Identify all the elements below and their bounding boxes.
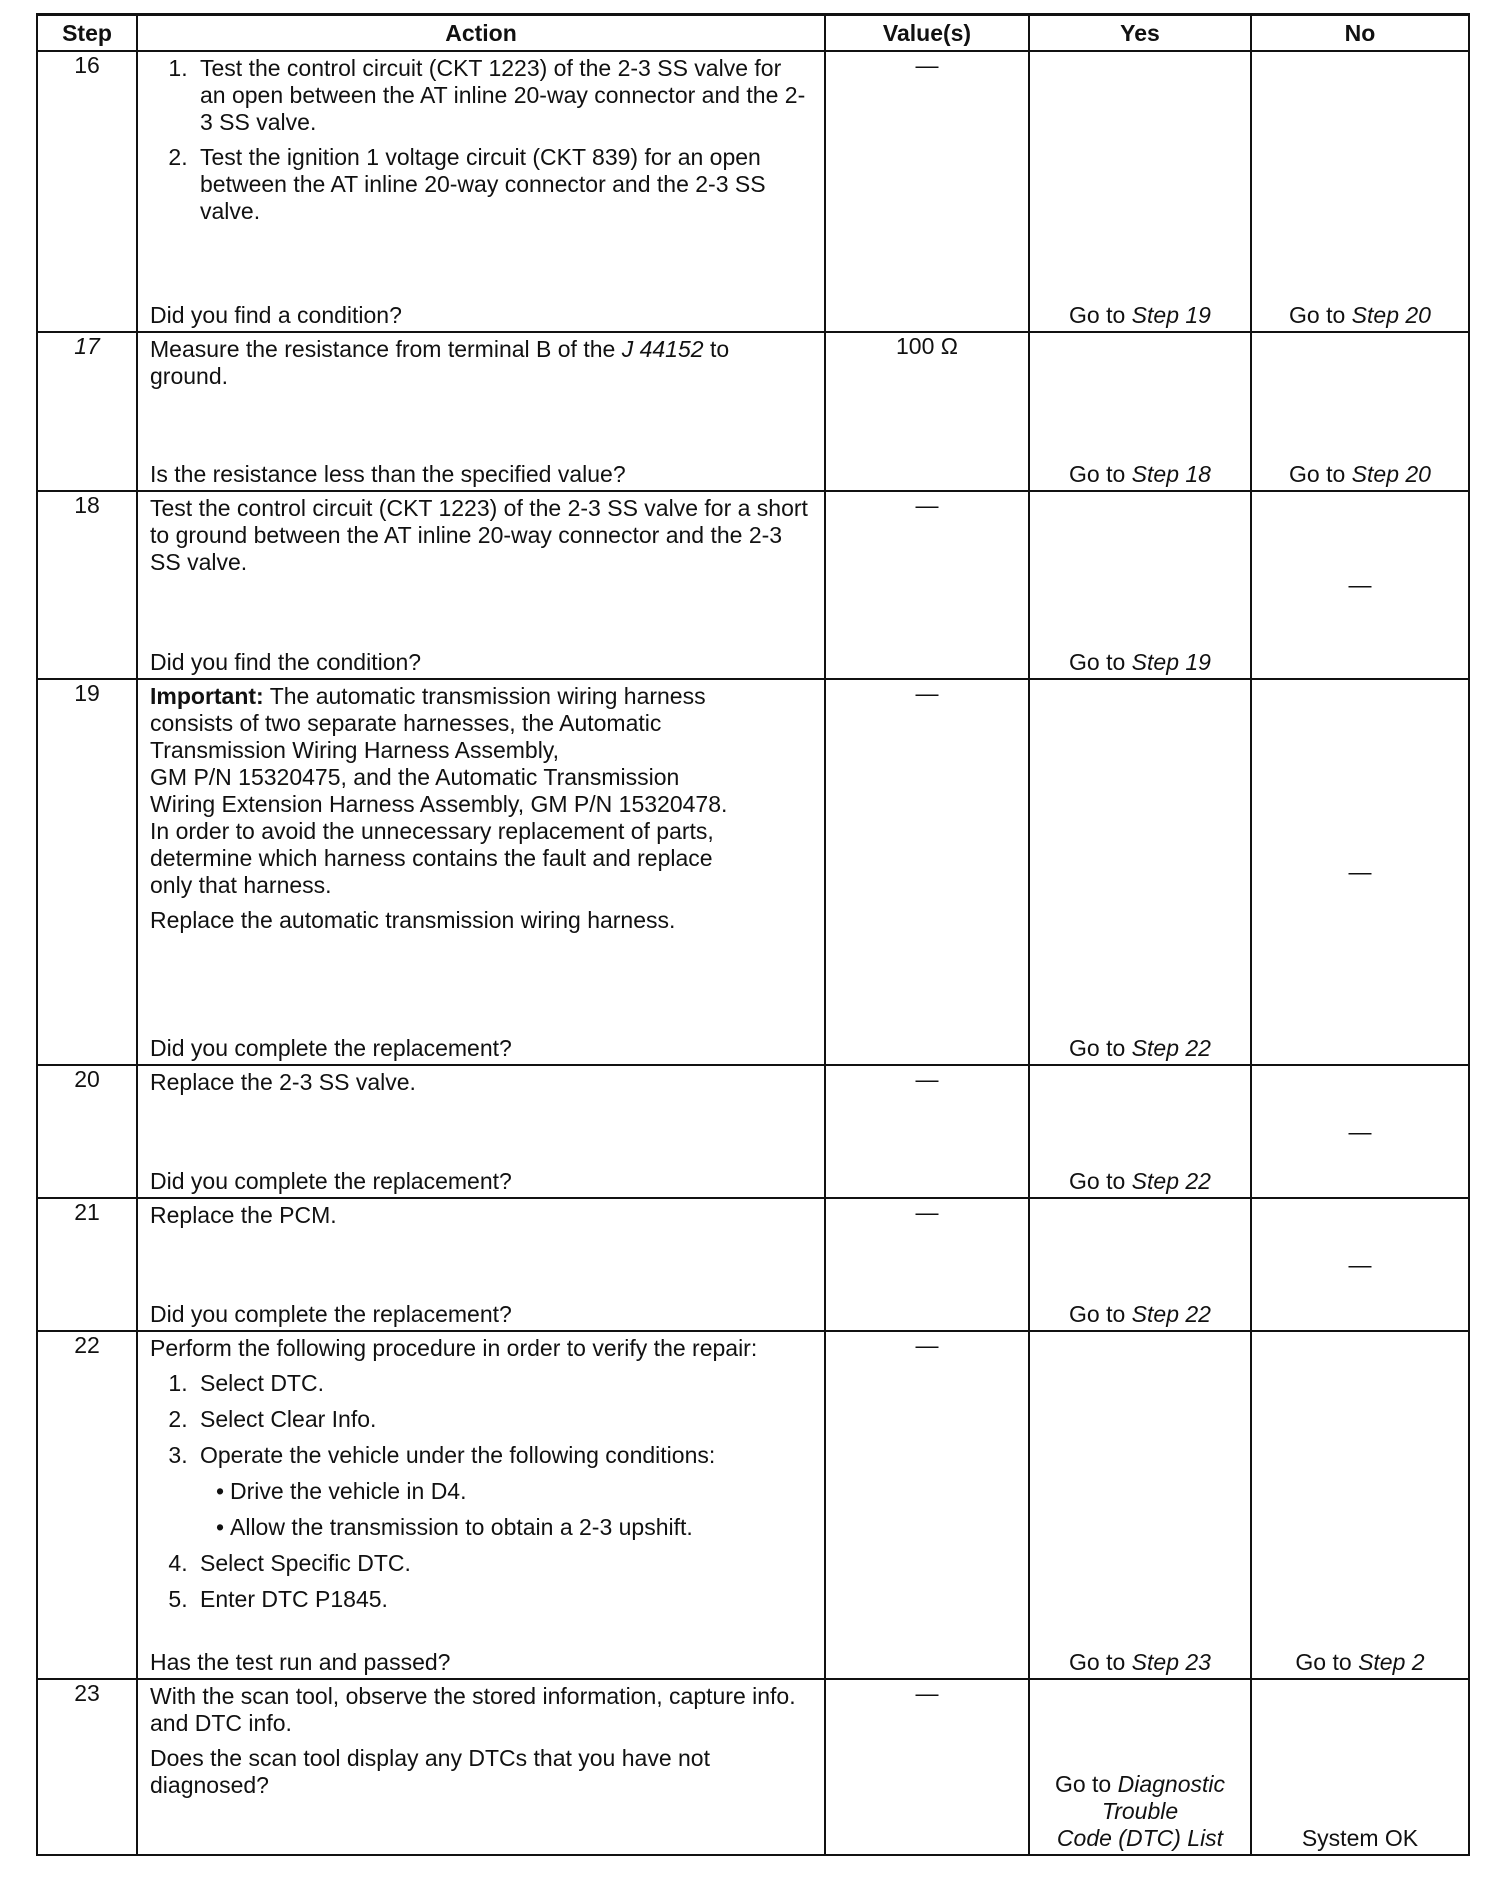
- action-text: Replace the PCM.: [150, 1202, 337, 1228]
- table-row: [37, 491, 1469, 679]
- value-cell: —: [825, 679, 1029, 1065]
- action-cell: [137, 332, 825, 491]
- action-question: Does the scan tool display any DTCs that you have not diagnosed?: [150, 1745, 710, 1798]
- table-row: [37, 332, 1469, 491]
- column-header-step: Step: [37, 15, 137, 52]
- action-text: Perform the following procedure in order to verify the repair:: [150, 1335, 758, 1361]
- no-result: Go to Step 2: [1295, 1649, 1425, 1675]
- yes-result: Go to Step 22: [1069, 1035, 1211, 1061]
- diagnostic-table-page: [36, 13, 1468, 1856]
- action-question: Did you find the condition?: [150, 649, 422, 675]
- no-cell: [1251, 679, 1469, 1065]
- action-cell: [137, 1679, 825, 1855]
- no-result: —: [1348, 1251, 1372, 1277]
- step-reference: Step 18: [1131, 461, 1211, 487]
- step-reference: Step 22: [1131, 1168, 1211, 1194]
- action-list: [150, 55, 812, 225]
- action-text: Replace the automatic transmission wiring harness.: [150, 907, 676, 933]
- no-result: Go to Step 20: [1289, 461, 1431, 487]
- no-cell: [1251, 51, 1469, 332]
- action-question: Did you complete the replacement?: [150, 1035, 512, 1061]
- yes-cell: [1029, 1679, 1251, 1855]
- step-reference: Step 23: [1131, 1649, 1211, 1675]
- step-reference: Step 22: [1131, 1035, 1211, 1061]
- yes-cell: [1029, 332, 1251, 491]
- table-row: [37, 1679, 1469, 1855]
- action-cell: [137, 491, 825, 679]
- value-cell: —: [825, 1331, 1029, 1679]
- step-number: 17: [37, 332, 137, 491]
- yes-result: Go to Step 19: [1069, 649, 1211, 675]
- step-reference: Step 22: [1131, 1301, 1211, 1327]
- action-question: Did you find a condition?: [150, 302, 402, 328]
- action-list-item: 2. Select Clear Info.: [194, 1406, 812, 1433]
- step-number: 22: [37, 1331, 137, 1679]
- action-question: Did you complete the replacement?: [150, 1301, 512, 1327]
- yes-cell: [1029, 1065, 1251, 1198]
- step-reference: Step 19: [1131, 649, 1211, 675]
- condition-list: [200, 1478, 812, 1541]
- value-cell: —: [825, 51, 1029, 332]
- action-text: Replace the 2-3 SS valve.: [150, 1069, 416, 1095]
- column-header-values: Value(s): [825, 15, 1029, 52]
- value-cell: —: [825, 491, 1029, 679]
- dtc-list-reference: Diagnostic: [1117, 1771, 1226, 1797]
- value-cell: —: [825, 1065, 1029, 1198]
- step-number: 21: [37, 1198, 137, 1331]
- condition-list-item: • Drive the vehicle in D4.: [230, 1478, 812, 1505]
- step-number: 20: [37, 1065, 137, 1198]
- action-question: Is the resistance less than the specified value?: [150, 461, 626, 487]
- action-list-item: 5. Enter DTC P1845.: [194, 1586, 812, 1613]
- action-question: Has the test run and passed?: [150, 1649, 451, 1675]
- step-number: 18: [37, 491, 137, 679]
- yes-result: Go to Step 18: [1069, 461, 1211, 487]
- action-text: Test the control circuit (CKT 1223) of the 2-3 SS valve for a short to ground between the AT inline 20-way connector and the 2-3 SS valve.: [150, 495, 808, 575]
- table-row: [37, 1198, 1469, 1331]
- no-result: —: [1348, 571, 1372, 598]
- table-header-row: [37, 15, 1469, 52]
- column-header-yes: Yes: [1029, 15, 1251, 52]
- tool-number: J 44152: [621, 336, 704, 362]
- step-reference: Step 2: [1358, 1649, 1425, 1675]
- no-result: System OK: [1301, 1825, 1419, 1851]
- yes-result: Go to Step 22: [1069, 1301, 1211, 1327]
- yes-cell: [1029, 1198, 1251, 1331]
- action-text: Measure the resistance from terminal B of the J 44152 to ground.: [150, 336, 730, 389]
- no-result: —: [1348, 858, 1372, 885]
- table-row: [37, 679, 1469, 1065]
- yes-result: Go to Step 22: [1069, 1168, 1211, 1194]
- step-number: 19: [37, 679, 137, 1065]
- yes-cell: [1029, 679, 1251, 1065]
- action-cell: [137, 679, 825, 1065]
- no-cell: [1251, 1331, 1469, 1679]
- value-cell: —: [825, 1679, 1029, 1855]
- value-cell: 100 Ω: [825, 332, 1029, 491]
- action-cell: [137, 1198, 825, 1331]
- no-result: Go to Step 20: [1289, 302, 1431, 328]
- yes-cell: [1029, 491, 1251, 679]
- important-label: Important:: [150, 683, 264, 709]
- step-reference: Step 20: [1351, 302, 1431, 328]
- no-result: —: [1348, 1118, 1372, 1144]
- yes-result: Go to Step 23: [1069, 1649, 1211, 1675]
- table-row: [37, 51, 1469, 332]
- action-question: Did you complete the replacement?: [150, 1168, 512, 1194]
- no-cell: [1251, 1198, 1469, 1331]
- no-cell: [1251, 1065, 1469, 1198]
- no-cell: [1251, 491, 1469, 679]
- action-text: With the scan tool, observe the stored information, capture info. and DTC info.: [150, 1683, 796, 1736]
- important-note: Important: The automatic transmission wiring harness consists of two separate harnesses, the Automatic Transmission Wiring Harness Assembly, GM P/N 15320475, and the Automatic Transmission Wiring Extension Harness Assembly, GM P/N 15320478. In order to avoid the unnecessary replacement of parts, determine which harness contains the fault and replace only that harness.: [150, 683, 728, 898]
- action-list-item: 1. Select DTC.: [194, 1370, 812, 1397]
- step-reference: Step 19: [1131, 302, 1211, 328]
- yes-cell: [1029, 51, 1251, 332]
- action-cell: [137, 1331, 825, 1679]
- action-list-item: 3. Operate the vehicle under the following conditions: • Drive the vehicle in D4. • Allow the transmission to obtain a 2-3 upshift.: [194, 1442, 812, 1541]
- value-cell: —: [825, 1198, 1029, 1331]
- column-header-action: Action: [137, 15, 825, 52]
- no-cell: [1251, 1679, 1469, 1855]
- action-list-item: 4. Select Specific DTC.: [194, 1550, 812, 1577]
- action-cell: [137, 1065, 825, 1198]
- no-cell: [1251, 332, 1469, 491]
- table-row: [37, 1065, 1469, 1198]
- step-number: 23: [37, 1679, 137, 1855]
- yes-result: Go to Diagnostic Trouble Code (DTC) List: [1054, 1771, 1226, 1851]
- step-reference: Step 20: [1351, 461, 1431, 487]
- action-list-item: 2. Test the ignition 1 voltage circuit (CKT 839) for an open between the AT inline 20-way connector and the 2-3 SS valve.: [194, 144, 812, 225]
- step-number: 16: [37, 51, 137, 332]
- diagnostic-steps-table: [36, 13, 1470, 1856]
- action-list: [150, 1370, 812, 1613]
- yes-result: Go to Step 19: [1069, 302, 1211, 328]
- yes-cell: [1029, 1331, 1251, 1679]
- action-list-item: 1. Test the control circuit (CKT 1223) of the 2-3 SS valve for an open between the AT inline 20-way connector and the 2-3 SS valve.: [194, 55, 812, 136]
- table-row: [37, 1331, 1469, 1679]
- action-cell: [137, 51, 825, 332]
- column-header-no: No: [1251, 15, 1469, 52]
- condition-list-item: • Allow the transmission to obtain a 2-3 upshift.: [230, 1514, 812, 1541]
